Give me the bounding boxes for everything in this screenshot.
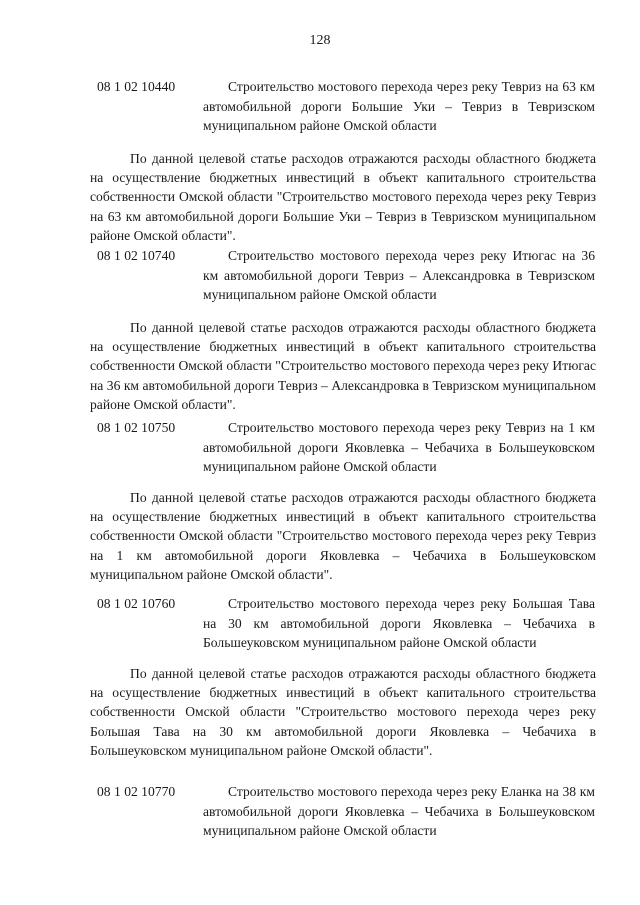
entry-title: Строительство мостового перехода через реку Итюгас на 36 км автомобильной дороги Тевриз – Александровка в Тевризском муниципальном районе Омской области — [203, 248, 595, 302]
entry-title: Строительство мостового перехода через реку Еланка на 38 км автомобильной дороги Яковлевка – Чебачиха в Большеуковском муниципальном районе Омской области — [203, 784, 595, 838]
page-number: 128 — [309, 33, 331, 48]
entry-description: По данной целевой статье расходов отражаются расходы областного бюджета на осуществление бюджетных инвестиций в объект капитального строительства собственности Омской области "Строительство мостового перехода через реку Итюгас на 36 км автомобильной дороги Тевриз – Александровка в Тевризском муниципальном районе Омской области". — [90, 320, 596, 412]
entry-code: 08 1 02 10750 — [97, 420, 176, 435]
entry-code: 08 1 02 10760 — [97, 596, 176, 611]
entry-code: 08 1 02 10740 — [97, 248, 176, 263]
entry-code: 08 1 02 10770 — [97, 784, 176, 799]
entry-description: По данной целевой статье расходов отражаются расходы областного бюджета на осуществление бюджетных инвестиций в объект капитального строительства собственности Омской области "Строительство мостового перехода через реку Тевриз на 1 км автомобильной дороги Яковлевка – Чебачиха в Большеуковском муниципальном районе Омской области". — [90, 490, 596, 582]
entry-description: По данной целевой статье расходов отражаются расходы областного бюджета на осуществление бюджетных инвестиций в объект капитального строительства собственности Омской области "Строительство мостового перехода через реку Тевриз на 63 км автомобильной дороги Большие Уки – Тевриз в Тевризском муниципальном районе Омской области". — [90, 151, 596, 243]
entry-title: Строительство мостового перехода через реку Тевриз на 1 км автомобильной дороги Яковлевка – Чебачиха в Большеуковском муниципальном районе Омской области — [203, 420, 595, 474]
entry-title: Строительство мостового перехода через реку Большая Тава на 30 км автомобильной дороги Яковлевка – Чебачиха в Большеуковском муниципальном районе Омской области — [203, 596, 595, 650]
entry-code: 08 1 02 10440 — [97, 79, 176, 94]
entry-description: По данной целевой статье расходов отражаются расходы областного бюджета на осуществление бюджетных инвестиций в объект капитального строительства собственности Омской области "Строительство мостового перехода через реку Большая Тава на 30 км автомобильной дороги Яковлевка – Чебачиха в Большеуковском муниципальном районе Омской области". — [90, 666, 596, 758]
entry-title: Строительство мостового перехода через реку Тевриз на 63 км автомобильной дороги Большие Уки – Тевриз в Тевризском муниципальном районе Омской области — [203, 79, 595, 133]
